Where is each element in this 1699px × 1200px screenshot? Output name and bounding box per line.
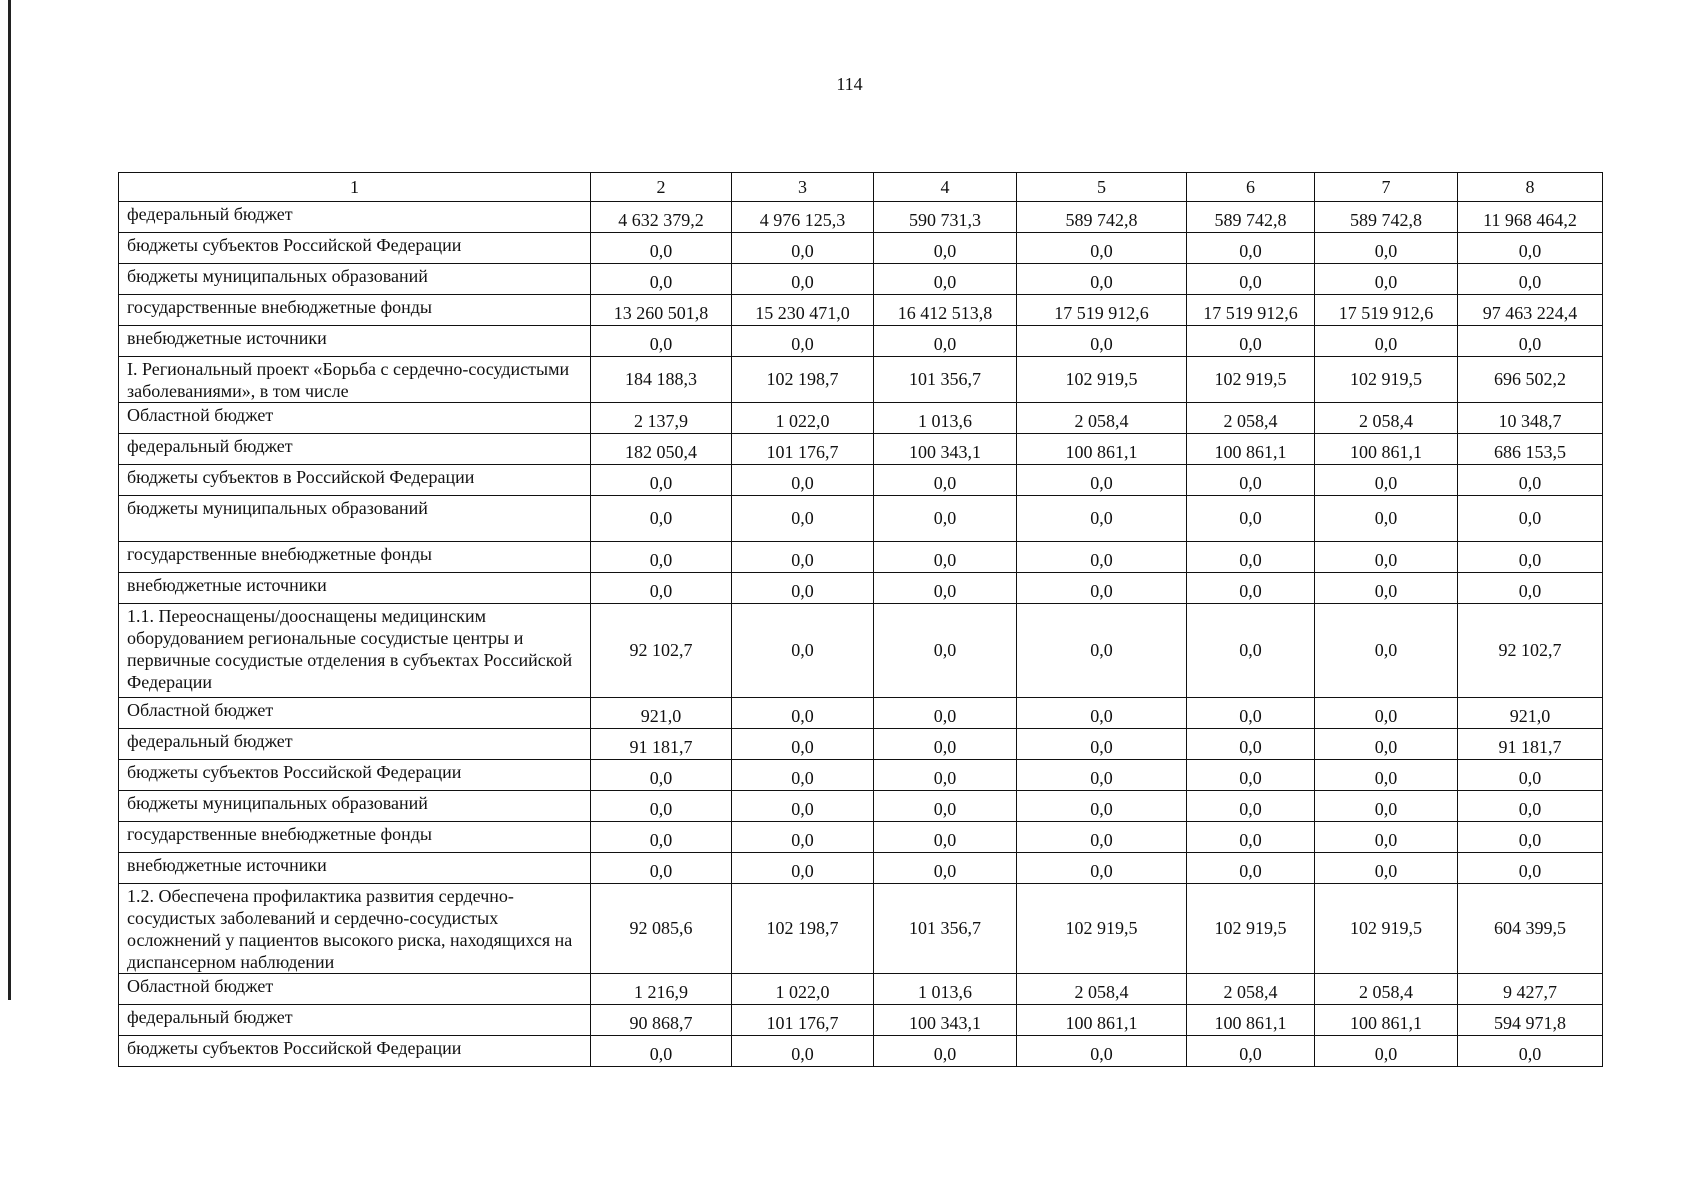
value-cell: 0,0 — [1458, 853, 1603, 884]
value-cell: 686 153,5 — [1458, 434, 1603, 465]
value-cell: 0,0 — [1187, 496, 1315, 542]
value-cell: 0,0 — [1458, 822, 1603, 853]
value-cell: 101 176,7 — [732, 434, 874, 465]
value-cell: 0,0 — [1315, 822, 1458, 853]
value-cell: 0,0 — [591, 1036, 732, 1067]
value-cell: 0,0 — [874, 326, 1017, 357]
value-cell: 0,0 — [591, 496, 732, 542]
value-cell: 182 050,4 — [591, 434, 732, 465]
value-cell: 0,0 — [1315, 1036, 1458, 1067]
row-label: бюджеты субъектов в Российской Федерации — [119, 465, 591, 496]
table-row — [119, 884, 1603, 974]
value-cell: 0,0 — [1458, 496, 1603, 542]
value-cell: 0,0 — [732, 822, 874, 853]
value-cell: 0,0 — [591, 791, 732, 822]
value-cell: 589 742,8 — [1187, 202, 1315, 233]
value-cell: 0,0 — [591, 326, 732, 357]
row-label: государственные внебюджетные фонды — [119, 295, 591, 326]
value-cell: 0,0 — [1458, 573, 1603, 604]
value-cell: 100 343,1 — [874, 434, 1017, 465]
value-cell: 184 188,3 — [591, 357, 732, 403]
value-cell: 0,0 — [1187, 326, 1315, 357]
value-cell: 0,0 — [1458, 542, 1603, 573]
value-cell: 0,0 — [1458, 1036, 1603, 1067]
column-header: 5 — [1017, 173, 1187, 202]
value-cell: 0,0 — [1187, 729, 1315, 760]
table-row — [119, 760, 1603, 791]
column-header: 4 — [874, 173, 1017, 202]
value-cell: 97 463 224,4 — [1458, 295, 1603, 326]
value-cell: 0,0 — [874, 465, 1017, 496]
value-cell: 2 058,4 — [1315, 974, 1458, 1005]
value-cell: 0,0 — [1315, 791, 1458, 822]
value-cell: 0,0 — [591, 760, 732, 791]
value-cell: 0,0 — [1187, 791, 1315, 822]
row-label: Областной бюджет — [119, 974, 591, 1005]
value-cell: 921,0 — [591, 698, 732, 729]
value-cell: 102 198,7 — [732, 884, 874, 974]
table-row — [119, 465, 1603, 496]
value-cell: 0,0 — [591, 822, 732, 853]
table-row — [119, 496, 1603, 542]
row-label: внебюджетные источники — [119, 573, 591, 604]
row-label: бюджеты муниципальных образований — [119, 264, 591, 295]
scan-edge-line — [8, 0, 11, 1000]
value-cell: 1 013,6 — [874, 974, 1017, 1005]
value-cell: 13 260 501,8 — [591, 295, 732, 326]
value-cell: 17 519 912,6 — [1315, 295, 1458, 326]
column-header: 7 — [1315, 173, 1458, 202]
value-cell: 91 181,7 — [1458, 729, 1603, 760]
table-body — [119, 202, 1603, 1067]
value-cell: 4 632 379,2 — [591, 202, 732, 233]
value-cell: 16 412 513,8 — [874, 295, 1017, 326]
value-cell: 9 427,7 — [1458, 974, 1603, 1005]
value-cell: 0,0 — [874, 264, 1017, 295]
value-cell: 0,0 — [732, 760, 874, 791]
value-cell: 102 919,5 — [1017, 884, 1187, 974]
value-cell: 589 742,8 — [1315, 202, 1458, 233]
value-cell: 0,0 — [1458, 465, 1603, 496]
value-cell: 0,0 — [1315, 853, 1458, 884]
row-label: бюджеты муниципальных образований — [119, 791, 591, 822]
value-cell: 0,0 — [1187, 853, 1315, 884]
value-cell: 92 085,6 — [591, 884, 732, 974]
value-cell: 0,0 — [1017, 791, 1187, 822]
value-cell: 0,0 — [874, 729, 1017, 760]
value-cell: 0,0 — [874, 791, 1017, 822]
row-label: федеральный бюджет — [119, 1005, 591, 1036]
value-cell: 0,0 — [591, 573, 732, 604]
value-cell: 1 022,0 — [732, 974, 874, 1005]
value-cell: 0,0 — [732, 1036, 874, 1067]
value-cell: 1 013,6 — [874, 403, 1017, 434]
value-cell: 0,0 — [1458, 791, 1603, 822]
column-header: 8 — [1458, 173, 1603, 202]
row-label: внебюджетные источники — [119, 326, 591, 357]
value-cell: 0,0 — [1315, 573, 1458, 604]
table-row — [119, 974, 1603, 1005]
value-cell: 90 868,7 — [591, 1005, 732, 1036]
table-row — [119, 434, 1603, 465]
value-cell: 0,0 — [874, 573, 1017, 604]
value-cell: 0,0 — [732, 604, 874, 698]
value-cell: 101 176,7 — [732, 1005, 874, 1036]
value-cell: 594 971,8 — [1458, 1005, 1603, 1036]
value-cell: 2 058,4 — [1187, 974, 1315, 1005]
value-cell: 0,0 — [1315, 326, 1458, 357]
value-cell: 0,0 — [1017, 822, 1187, 853]
value-cell: 100 861,1 — [1187, 1005, 1315, 1036]
value-cell: 0,0 — [1187, 573, 1315, 604]
row-label: 1.2. Обеспечена профилактика развития сердечно-сосудистых заболеваний и сердечно-сосудистых осложнений у пациентов высокого риска, находящихся на диспансерном наблюдении — [119, 884, 591, 974]
value-cell: 0,0 — [591, 465, 732, 496]
value-cell: 0,0 — [1315, 465, 1458, 496]
table-row — [119, 1005, 1603, 1036]
value-cell: 604 399,5 — [1458, 884, 1603, 974]
table-row — [119, 295, 1603, 326]
value-cell: 102 919,5 — [1017, 357, 1187, 403]
value-cell: 0,0 — [1187, 822, 1315, 853]
value-cell: 0,0 — [874, 853, 1017, 884]
row-label: I. Региональный проект «Борьба с сердечно-сосудистыми заболеваниями», в том числе — [119, 357, 591, 403]
row-label: бюджеты субъектов Российской Федерации — [119, 233, 591, 264]
value-cell: 11 968 464,2 — [1458, 202, 1603, 233]
row-label: государственные внебюджетные фонды — [119, 542, 591, 573]
value-cell: 92 102,7 — [591, 604, 732, 698]
value-cell: 2 058,4 — [1315, 403, 1458, 434]
page-number: 114 — [836, 74, 863, 94]
column-header: 3 — [732, 173, 874, 202]
value-cell: 0,0 — [1017, 465, 1187, 496]
value-cell: 696 502,2 — [1458, 357, 1603, 403]
value-cell: 0,0 — [1187, 1036, 1315, 1067]
value-cell: 2 137,9 — [591, 403, 732, 434]
value-cell: 0,0 — [1187, 698, 1315, 729]
row-label: Областной бюджет — [119, 403, 591, 434]
value-cell: 91 181,7 — [591, 729, 732, 760]
row-label: внебюджетные источники — [119, 853, 591, 884]
value-cell: 0,0 — [1458, 233, 1603, 264]
header-row — [119, 173, 1603, 202]
value-cell: 0,0 — [1017, 233, 1187, 264]
value-cell: 0,0 — [1017, 604, 1187, 698]
value-cell: 92 102,7 — [1458, 604, 1603, 698]
value-cell: 0,0 — [1187, 604, 1315, 698]
value-cell: 0,0 — [1187, 542, 1315, 573]
value-cell: 0,0 — [732, 542, 874, 573]
value-cell: 0,0 — [732, 496, 874, 542]
row-label: бюджеты субъектов Российской Федерации — [119, 1036, 591, 1067]
column-header: 1 — [119, 173, 591, 202]
row-label: федеральный бюджет — [119, 434, 591, 465]
value-cell: 102 919,5 — [1187, 357, 1315, 403]
value-cell: 100 861,1 — [1017, 1005, 1187, 1036]
value-cell: 921,0 — [1458, 698, 1603, 729]
value-cell: 0,0 — [1017, 698, 1187, 729]
value-cell: 0,0 — [874, 233, 1017, 264]
value-cell: 0,0 — [1017, 729, 1187, 760]
table-row — [119, 698, 1603, 729]
value-cell: 0,0 — [1017, 1036, 1187, 1067]
value-cell: 0,0 — [732, 698, 874, 729]
value-cell: 0,0 — [874, 542, 1017, 573]
value-cell: 100 861,1 — [1017, 434, 1187, 465]
value-cell: 0,0 — [1017, 760, 1187, 791]
table-row — [119, 822, 1603, 853]
value-cell: 0,0 — [1017, 542, 1187, 573]
value-cell: 17 519 912,6 — [1187, 295, 1315, 326]
value-cell: 0,0 — [1458, 760, 1603, 791]
value-cell: 0,0 — [591, 233, 732, 264]
column-header: 2 — [591, 173, 732, 202]
value-cell: 100 861,1 — [1315, 434, 1458, 465]
table-row — [119, 604, 1603, 698]
value-cell: 0,0 — [732, 853, 874, 884]
column-header: 6 — [1187, 173, 1315, 202]
value-cell: 100 861,1 — [1187, 434, 1315, 465]
value-cell: 0,0 — [1315, 496, 1458, 542]
table-row — [119, 202, 1603, 233]
value-cell: 0,0 — [1017, 496, 1187, 542]
table-row — [119, 791, 1603, 822]
value-cell: 4 976 125,3 — [732, 202, 874, 233]
value-cell: 0,0 — [874, 1036, 1017, 1067]
row-label: федеральный бюджет — [119, 729, 591, 760]
value-cell: 0,0 — [591, 264, 732, 295]
row-label: государственные внебюджетные фонды — [119, 822, 591, 853]
row-label: бюджеты муниципальных образований — [119, 496, 591, 542]
value-cell: 0,0 — [1187, 264, 1315, 295]
value-cell: 590 731,3 — [874, 202, 1017, 233]
table-row — [119, 357, 1603, 403]
value-cell: 0,0 — [1315, 729, 1458, 760]
value-cell: 0,0 — [1458, 264, 1603, 295]
table-row — [119, 264, 1603, 295]
value-cell: 0,0 — [1187, 760, 1315, 791]
value-cell: 0,0 — [732, 573, 874, 604]
value-cell: 0,0 — [1315, 264, 1458, 295]
value-cell: 2 058,4 — [1017, 403, 1187, 434]
value-cell: 102 198,7 — [732, 357, 874, 403]
row-label: федеральный бюджет — [119, 202, 591, 233]
value-cell: 0,0 — [732, 465, 874, 496]
value-cell: 0,0 — [1187, 233, 1315, 264]
value-cell: 102 919,5 — [1315, 357, 1458, 403]
value-cell: 0,0 — [1315, 698, 1458, 729]
value-cell: 0,0 — [1017, 264, 1187, 295]
value-cell: 17 519 912,6 — [1017, 295, 1187, 326]
value-cell: 0,0 — [591, 853, 732, 884]
table-row — [119, 853, 1603, 884]
value-cell: 2 058,4 — [1187, 403, 1315, 434]
value-cell: 0,0 — [732, 264, 874, 295]
table-row — [119, 729, 1603, 760]
table-row — [119, 233, 1603, 264]
value-cell: 0,0 — [874, 496, 1017, 542]
value-cell: 10 348,7 — [1458, 403, 1603, 434]
table-row — [119, 542, 1603, 573]
value-cell: 0,0 — [874, 822, 1017, 853]
value-cell: 0,0 — [1017, 573, 1187, 604]
value-cell: 0,0 — [1315, 604, 1458, 698]
value-cell: 102 919,5 — [1315, 884, 1458, 974]
value-cell: 0,0 — [1315, 760, 1458, 791]
value-cell: 0,0 — [1187, 465, 1315, 496]
value-cell: 102 919,5 — [1187, 884, 1315, 974]
table-row — [119, 403, 1603, 434]
row-label: 1.1. Переоснащены/дооснащены медицинским оборудованием региональные сосудистые центры и первичные сосудистые отделения в субъектах Российской Федерации — [119, 604, 591, 698]
value-cell: 0,0 — [732, 326, 874, 357]
row-label: Областной бюджет — [119, 698, 591, 729]
value-cell: 0,0 — [591, 542, 732, 573]
value-cell: 0,0 — [874, 760, 1017, 791]
value-cell: 0,0 — [732, 791, 874, 822]
value-cell: 101 356,7 — [874, 884, 1017, 974]
value-cell: 1 216,9 — [591, 974, 732, 1005]
value-cell: 0,0 — [1315, 542, 1458, 573]
value-cell: 0,0 — [732, 729, 874, 760]
value-cell: 0,0 — [1458, 326, 1603, 357]
value-cell: 1 022,0 — [732, 403, 874, 434]
value-cell: 0,0 — [1315, 233, 1458, 264]
table-row — [119, 326, 1603, 357]
value-cell: 2 058,4 — [1017, 974, 1187, 1005]
value-cell: 0,0 — [732, 233, 874, 264]
value-cell: 0,0 — [1017, 326, 1187, 357]
value-cell: 100 343,1 — [874, 1005, 1017, 1036]
row-label: бюджеты субъектов Российской Федерации — [119, 760, 591, 791]
value-cell: 101 356,7 — [874, 357, 1017, 403]
value-cell: 0,0 — [874, 698, 1017, 729]
table-row — [119, 1036, 1603, 1067]
value-cell: 15 230 471,0 — [732, 295, 874, 326]
budget-table — [118, 172, 1603, 1067]
value-cell: 589 742,8 — [1017, 202, 1187, 233]
value-cell: 0,0 — [1017, 853, 1187, 884]
value-cell: 0,0 — [874, 604, 1017, 698]
value-cell: 100 861,1 — [1315, 1005, 1458, 1036]
table-row — [119, 573, 1603, 604]
